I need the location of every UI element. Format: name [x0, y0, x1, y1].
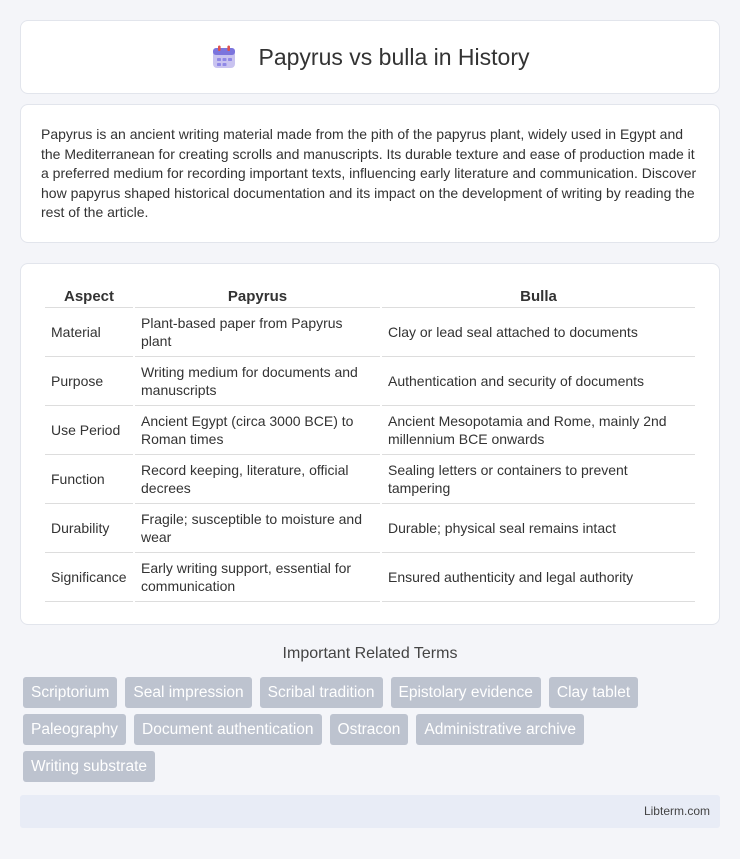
footer-brand-link[interactable]: Libterm.com	[643, 804, 710, 818]
table-row	[45, 504, 695, 553]
table-row	[45, 406, 695, 455]
related-term-tag[interactable]: Clay tablet	[549, 677, 638, 708]
cell-papyrus: Record keeping, literature, official decrees	[135, 455, 380, 504]
table-header-row	[45, 284, 695, 308]
table-row	[45, 455, 695, 504]
related-term-tag[interactable]: Scriptorium	[23, 677, 117, 708]
cell-aspect: Significance	[45, 553, 133, 602]
cell-bulla: Authentication and security of documents	[382, 357, 695, 406]
table-row	[45, 553, 695, 602]
related-term-tag[interactable]: Scribal tradition	[260, 677, 383, 708]
page-title: Papyrus vs bulla in History	[258, 43, 530, 70]
cell-papyrus: Writing medium for documents and manuscripts	[135, 357, 380, 406]
cell-aspect: Material	[45, 308, 133, 357]
calendar-icon	[211, 44, 237, 70]
cell-bulla: Durable; physical seal remains intact	[382, 504, 695, 553]
related-term-tag[interactable]: Document authentication	[134, 714, 321, 745]
cell-bulla: Sealing letters or containers to prevent tampering	[382, 455, 695, 504]
cell-bulla: Clay or lead seal attached to documents	[382, 308, 695, 357]
related-term-tag[interactable]: Seal impression	[125, 677, 251, 708]
related-terms-title: Important Related Terms	[282, 645, 458, 662]
cell-papyrus: Fragile; susceptible to moisture and wear	[135, 504, 380, 553]
cell-papyrus: Early writing support, essential for communication	[135, 553, 380, 602]
related-term-tag[interactable]: Writing substrate	[23, 751, 155, 782]
table-row	[45, 357, 695, 406]
footer	[20, 795, 720, 828]
table-row	[45, 308, 695, 357]
related-term-tag[interactable]: Paleography	[23, 714, 126, 745]
comparison-table	[43, 284, 697, 602]
intro-text: Papyrus is an ancient writing material made from the pith of the papyrus plant, widely used in Egypt and the Mediterranean for creating scrolls and manuscripts. Its durable texture and ease of production made it a preferred medium for recording important texts, influencing early literature and communication. Discover how papyrus shaped historical documentation and its impact on the development of writing by reading the rest of the article.	[41, 126, 697, 220]
related-term-tag[interactable]: Epistolary evidence	[391, 677, 541, 708]
cell-bulla: Ancient Mesopotamia and Rome, mainly 2nd millennium BCE onwards	[382, 406, 695, 455]
intro-card	[20, 104, 720, 243]
cell-aspect: Durability	[45, 504, 133, 553]
header-papyrus: Papyrus	[135, 284, 380, 308]
cell-papyrus: Ancient Egypt (circa 3000 BCE) to Roman times	[135, 406, 380, 455]
related-term-tag[interactable]: Administrative archive	[416, 714, 584, 745]
cell-papyrus: Plant-based paper from Papyrus plant	[135, 308, 380, 357]
header-bulla: Bulla	[382, 284, 695, 308]
related-terms-list	[23, 677, 723, 788]
comparison-table-card	[20, 263, 720, 625]
cell-aspect: Purpose	[45, 357, 133, 406]
header-card	[20, 20, 720, 94]
related-term-tag[interactable]: Ostracon	[330, 714, 409, 745]
cell-aspect: Function	[45, 455, 133, 504]
cell-aspect: Use Period	[45, 406, 133, 455]
cell-bulla: Ensured authenticity and legal authority	[382, 553, 695, 602]
header-aspect: Aspect	[45, 284, 133, 308]
